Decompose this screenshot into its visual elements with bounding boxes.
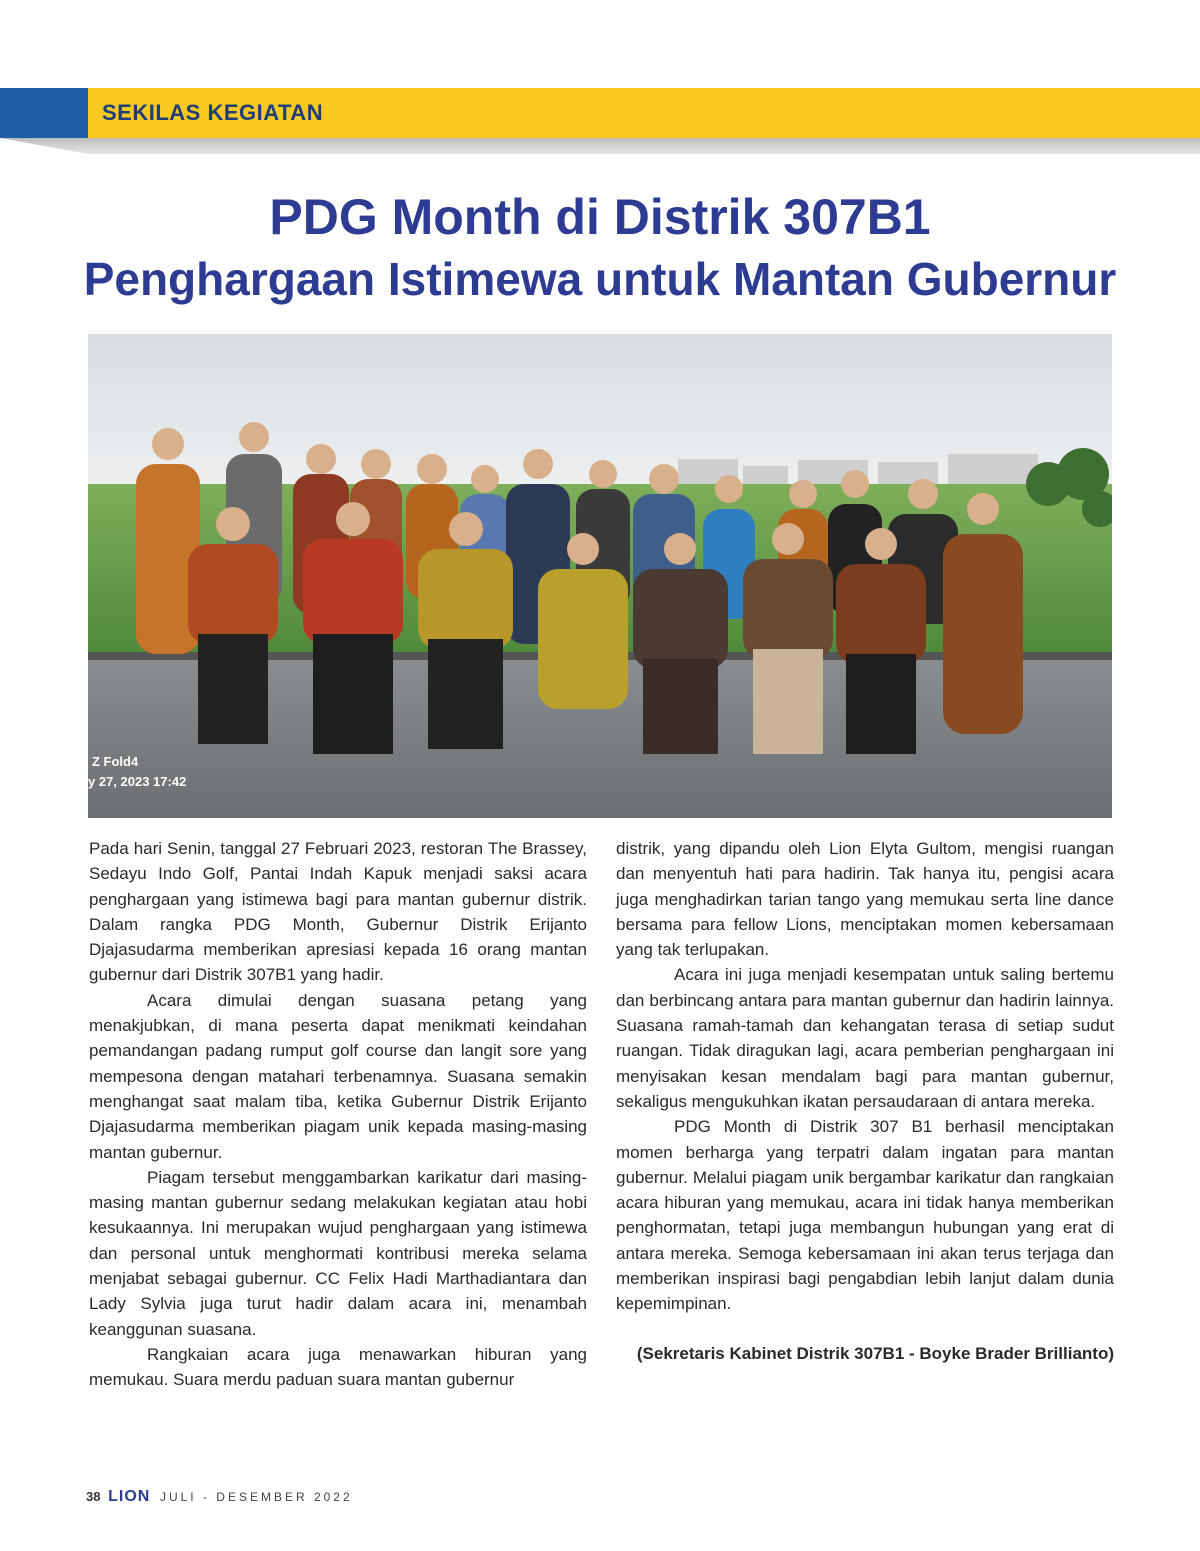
- group-photo: [88, 334, 1112, 818]
- author-signature: (Sekretaris Kabinet Distrik 307B1 - Boyke Brader Brillianto): [636, 1343, 1114, 1363]
- paragraph: Acara dimulai dengan suasana petang yang menakjubkan, di mana peserta dapat menikmati keindahan pemandangan padang rumput golf course dan langit sore yang mempesona dengan matahari terbenamnya. Suasana semakin menghangat saat malam tiba, ketika Gubernur Distrik Erijanto Djajasudarma memberikan piagam unik kepada masing-masing mantan gubernur.: [89, 990, 587, 1162]
- paragraph: Rangkaian acara juga menawarkan hiburan yang memukau. Suara merdu paduan suara mantan gubernur: [89, 1344, 587, 1390]
- paragraph: PDG Month di Distrik 307 B1 berhasil menciptakan momen berharga yang terpatri dalam ingatan para mantan gubernur. Melalui piagam unik bergambar karikatur dan rangkaian acara hiburan yang memukau, acara ini tidak hanya memberikan penghormatan, tetapi juga membangun hubungan yang erat di antara mereka. Semoga kebersamaan ini akan terus terjaga dan memberikan inspirasi bagi pengabdian lebih lanjut dalam dunia kepemimpinan.: [616, 1117, 1114, 1314]
- article-subtitle: Penghargaan Istimewa untuk Mantan Gubernur: [83, 253, 1117, 305]
- magazine-name: LION: [108, 1488, 151, 1505]
- paragraph: Piagam tersebut menggambarkan karikatur dari masing-masing mantan gubernur sedang melakukan kegiatan atau hobi kesukaannya. Ini merupakan wujud penghargaan yang istimewa dan personal untuk menghormati kontribusi mereka selama menjabat sebagai gubernur. CC Felix Hadi Marthadiantara dan Lady Sylvia juga turut hadir dalam acara ini, menambah keanggunan suasana.: [89, 1167, 587, 1339]
- group-photo-illustration: [88, 334, 1112, 818]
- photo-stamp-date: y 27, 2023 17:42: [88, 774, 187, 789]
- header-band-blue: [0, 88, 88, 138]
- photo-stamp-device: Z Fold4: [92, 754, 139, 769]
- article-title: PDG Month di Distrik 307B1: [269, 189, 931, 245]
- article-column-right: [616, 836, 1114, 1366]
- paragraph: Acara ini juga menjadi kesempatan untuk saling bertemu dan berbincang antara para mantan gubernur dan hadirin lainnya. Suasana ramah-tamah dan kehangatan terasa di setiap sudut ruangan. Tidak diragukan lagi, acara pemberian penghargaan ini menyisakan kesan mendalam bagi para mantan gubernur, sekaligus mengukuhkan ikatan persaudaraan di antara mereka.: [616, 965, 1114, 1111]
- section-label: SEKILAS KEGIATAN: [102, 100, 324, 125]
- header-band-shadow: [0, 138, 1200, 154]
- issue-date: JULI - DESEMBER 2022: [159, 1490, 353, 1504]
- paragraph: distrik, yang dipandu oleh Lion Elyta Gultom, mengisi ruangan dan menyentuh hati para hadirin. Tak hanya itu, pengisi acara juga menghadirkan tarian tango yang memukau serta line dance bersama para fellow Lions, menciptakan momen kebersamaan yang tak terlupakan.: [616, 839, 1114, 960]
- page-number: 38: [86, 1489, 101, 1504]
- article-column-left: [89, 836, 587, 1393]
- paragraph: Pada hari Senin, tanggal 27 Februari 2023, restoran The Brassey, Sedayu Indo Golf, Pantai Indah Kapuk menjadi saksi acara penghargaan yang istimewa bagi para mantan gubernur distrik. Dalam rangka PDG Month, Gubernur Distrik Erijanto Djajasudarma memberikan apresiasi kepada 16 orang mantan gubernur dari Distrik 307B1 yang hadir.: [89, 839, 587, 985]
- page-footer: [86, 1488, 353, 1506]
